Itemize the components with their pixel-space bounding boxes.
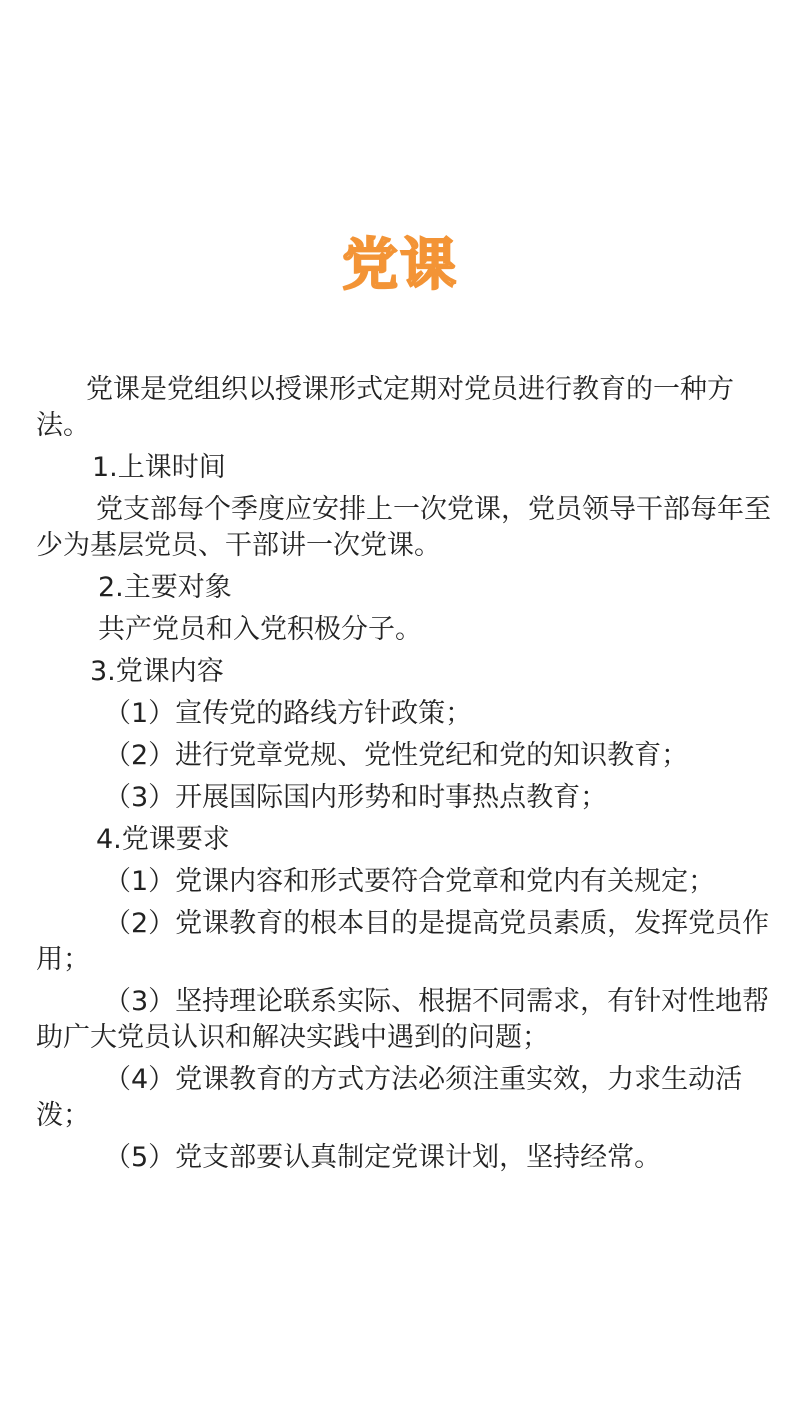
- section-4-item-2: （2）党课教育的根本目的是提高党员素质，发挥党员作用；: [36, 908, 770, 975]
- section-4-item-3: （3）坚持理论联系实际、根据不同需求，有针对性地帮助广大党员认识和解决实践中遇到的问题；: [36, 986, 770, 1053]
- section-heading-1: 1.上课时间: [92, 452, 226, 483]
- page-title: 党课: [342, 233, 458, 298]
- section-3-item-3: （3）开展国际国内形势和时事热点教育；: [104, 782, 608, 813]
- section-3-item-2: （2）进行党章党规、党性党纪和党的知识教育；: [104, 740, 689, 771]
- intro-paragraph: 党课是党组织以授课形式定期对党员进行教育的一种方法。: [36, 374, 734, 441]
- document-body: [36, 372, 772, 1176]
- section-heading-3: 3.党课内容: [90, 656, 224, 687]
- section-2-paragraph-1: 共产党员和入党积极分子。: [98, 614, 422, 645]
- section-4-item-5: （5）党支部要认真制定党课计划，坚持经常。: [104, 1142, 662, 1173]
- section-3-item-1: （1）宣传党的路线方针政策；: [104, 698, 473, 729]
- section-heading-2: 2.主要对象: [98, 572, 232, 603]
- section-heading-4: 4.党课要求: [96, 824, 230, 855]
- section-4-item-1: （1）党课内容和形式要符合党章和党内有关规定；: [104, 866, 716, 897]
- section-1-paragraph-1: 党支部每个季度应安排上一次党课，党员领导干部每年至少为基层党员、干部讲一次党课。: [36, 494, 771, 561]
- section-4-item-4: （4）党课教育的方式方法必须注重实效，力求生动活泼；: [36, 1064, 743, 1131]
